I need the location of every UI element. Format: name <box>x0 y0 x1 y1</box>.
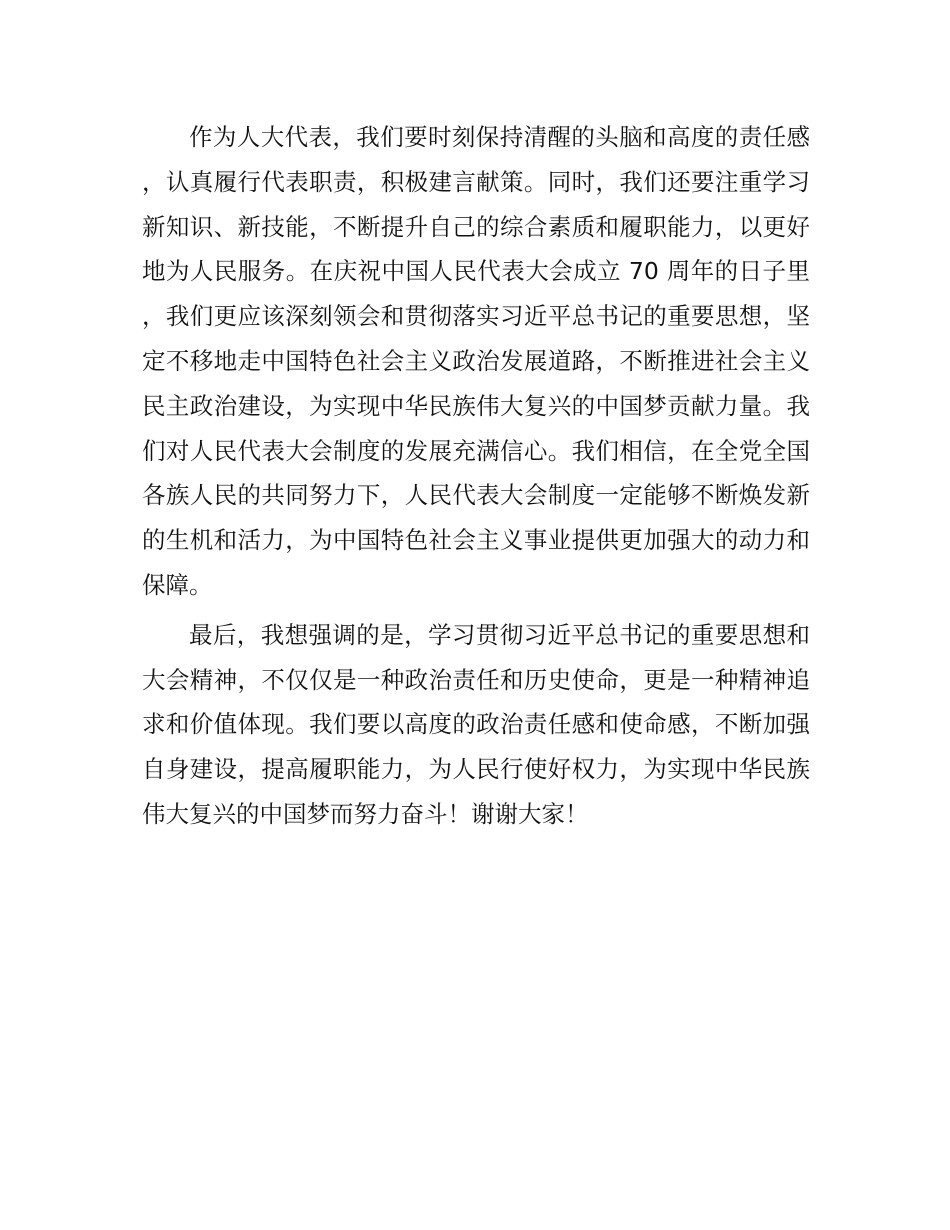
document-body <box>142 115 810 842</box>
paragraph-2: 最后，我想强调的是，学习贯彻习近平总书记的重要思想和大会精神，不仅仅是一种政治责任和历史使命，更是一种精神追求和价值体现。我们要以高度的政治责任感和使命感，不断加强自身建设，提高履职能力，为人民行使好权力，为实现中华民族伟大复兴的中国梦而努力奋斗！谢谢大家！ <box>142 620 810 828</box>
paragraph-1: 作为人大代表，我们要时刻保持清醒的头脑和高度的责任感，认真履行代表职责，积极建言献策。同时，我们还要注重学习新知识、新技能，不断提升自己的综合素质和履职能力，以更好地为人民服务。在庆祝中国人民代表大会成立 70 周年的日子里，我们更应该深刻领会和贯彻落实习近平总书记的重要思想，坚定不移地走中国特色社会主义政治发展道路，不断推进社会主义民主政治建设，为实现中华民族伟大复兴的中国梦贡献力量。我们对人民代表大会制度的发展充满信心。我们相信，在全党全国各族人民的共同努力下，人民代表大会制度一定能够不断焕发新的生机和活力，为中国特色社会主义事业提供更加强大的动力和保障。 <box>142 123 810 599</box>
